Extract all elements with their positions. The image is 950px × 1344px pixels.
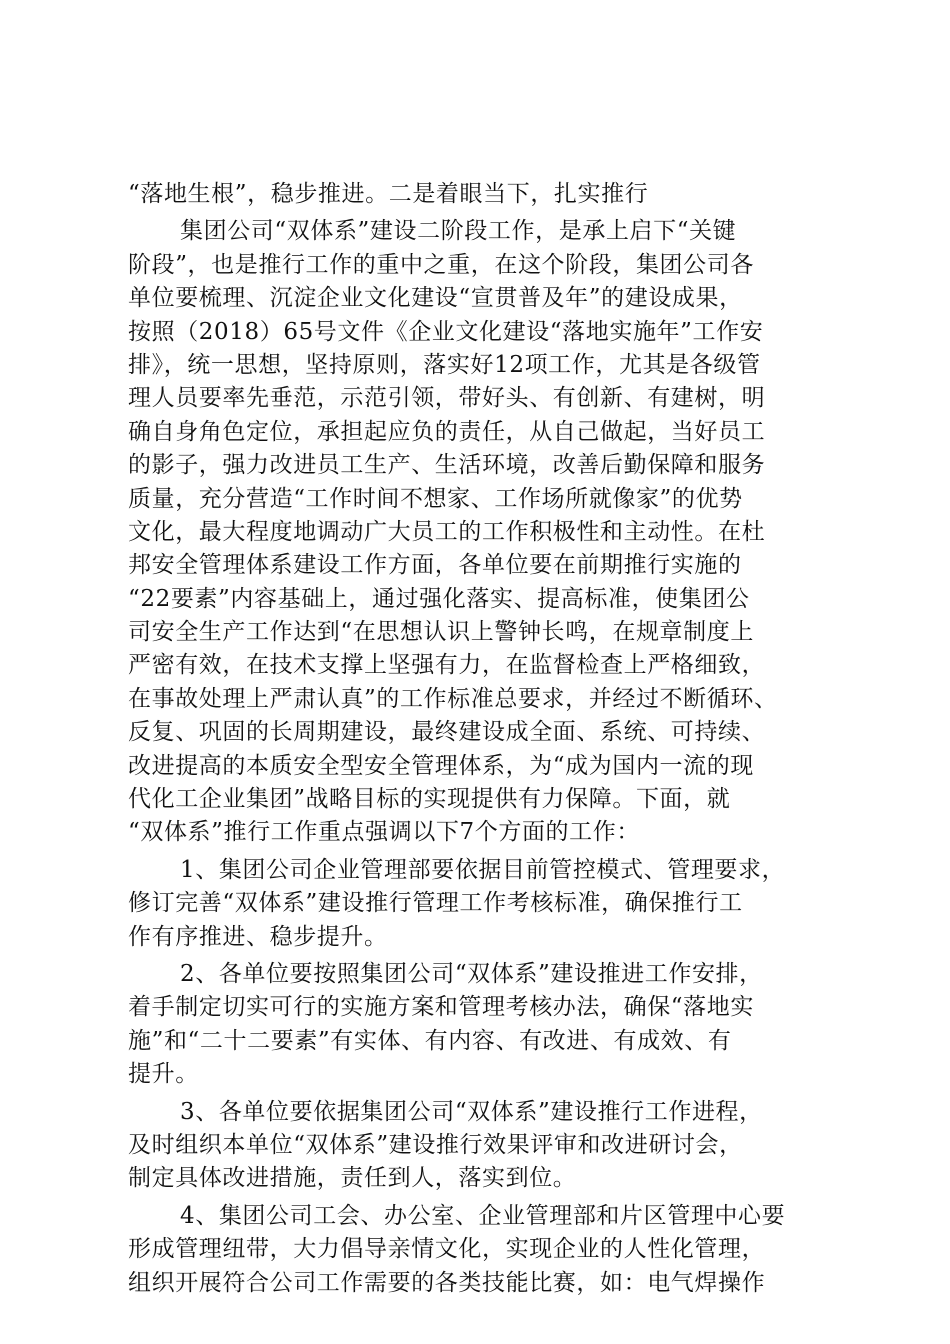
text-line: 着手制定切实可行的实施方案和管理考核办法，确保“落地实 (128, 994, 754, 1021)
text-line: 代化工企业集团”战略目标的实现提供有力保障。下面，就 (128, 786, 731, 813)
text-line: 组织开展符合公司工作需要的各类技能比赛，如：电气焊操作 (128, 1269, 766, 1296)
text-line: 按照（2018）65号文件《企业文化建设“落地实施年”工作安 (128, 318, 764, 345)
text-line: 阶段”，也是推行工作的重中之重，在这个阶段，集团公司各 (128, 251, 754, 278)
paragraph-1 (128, 178, 840, 211)
text-line: 质量，充分营造“工作时间不想家、工作场所就像家”的优势 (128, 485, 743, 512)
text-line: “双体系”推行工作重点强调以下7个方面的工作： (128, 819, 640, 846)
text-line: 司安全生产工作达到“在思想认识上警钟长鸣，在规章制度上 (128, 619, 754, 646)
text-line: “落地生根”，稳步推进。二是着眼当下，扎实推行 (128, 181, 649, 207)
text-line: 反复、巩固的长周期建设，最终建设成全面、系统、可持续、 (128, 719, 766, 746)
text-line: 1、集团公司企业管理部要依据目前管控模式、管理要求， (180, 856, 786, 883)
paragraph-5 (128, 1096, 840, 1196)
text-line: 理人员要率先垂范，示范引领，带好头、有创新、有建树，明 (128, 385, 766, 412)
text-line: 施”和“二十二要素”有实体、有内容、有改进、有成效、有 (128, 1027, 732, 1054)
text-line: 确自身角色定位，承担起应负的责任，从自己做起，当好员工 (128, 418, 766, 445)
document-body (128, 178, 840, 1300)
text-line: 4、集团公司工会、办公室、企业管理部和片区管理中心要 (180, 1202, 786, 1229)
text-line: 排》，统一思想，坚持原则，落实好12项工作，尤其是各级管 (128, 351, 761, 378)
text-line: 严密有效，在技术支撑上坚强有力，在监督检查上严格细致， (128, 652, 766, 679)
paragraph-2 (128, 215, 840, 849)
text-line: 改进提高的本质安全型安全管理体系，为“成为国内一流的现 (128, 752, 754, 779)
text-line: 作有序推进、稳步提升。 (128, 923, 388, 950)
text-line: 邦安全管理体系建设工作方面，各单位要在前期推行实施的 (128, 552, 742, 579)
text-line: 形成管理纽带，大力倡导亲情文化，实现企业的人性化管理， (128, 1236, 766, 1263)
text-line: 的影子，强力改进员工生产、生活环境，改善后勤保障和服务 (128, 452, 766, 479)
paragraph-4 (128, 958, 840, 1092)
paragraph-3 (128, 854, 840, 954)
text-line: “22要素”内容基础上，通过强化落实、提高标准，使集团公 (128, 585, 750, 612)
text-line: 提升。 (128, 1061, 199, 1088)
text-line: 在事故处理上严肃认真”的工作标准总要求，并经过不断循环、 (128, 685, 778, 712)
text-line: 修订完善“双体系”建设推行管理工作考核标准，确保推行工 (128, 890, 743, 917)
text-line: 2、各单位要按照集团公司“双体系”建设推进工作安排， (180, 960, 763, 987)
text-line: 单位要梳理、沉淀企业文化建设“宣贯普及年”的建设成果， (128, 285, 743, 312)
text-line: 集团公司“双体系”建设二阶段工作，是承上启下“关键 (180, 218, 737, 245)
text-line: 及时组织本单位“双体系”建设推行效果评审和改进研讨会， (128, 1131, 743, 1158)
text-line: 文化，最大程度地调动广大员工的工作积极性和主动性。在杜 (128, 518, 766, 545)
paragraph-6 (128, 1200, 840, 1300)
text-line: 3、各单位要依据集团公司“双体系”建设推行工作进程， (180, 1098, 763, 1125)
text-line: 制定具体改进措施，责任到人，落实到位。 (128, 1165, 577, 1192)
